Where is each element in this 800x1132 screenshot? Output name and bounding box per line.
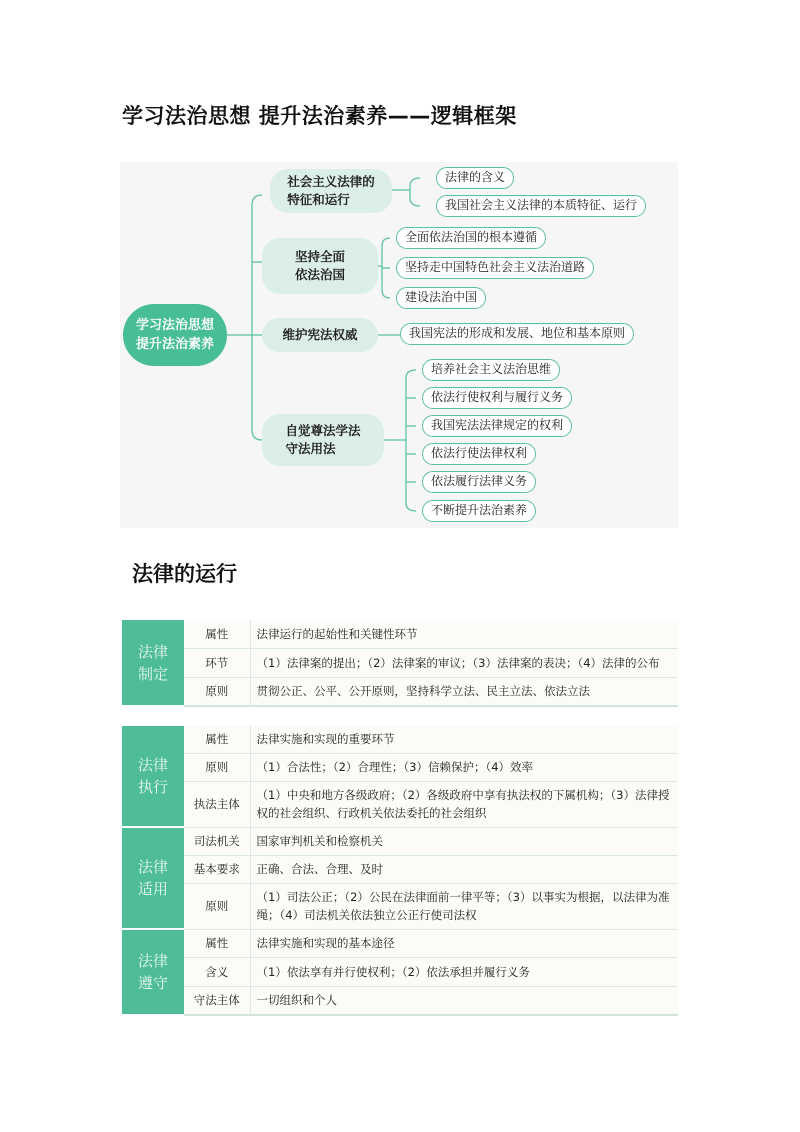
mind-map-root [123,304,227,366]
table-row [122,929,678,957]
attr-cell: 司法机关 [184,827,250,855]
mind-map-root-label: 学习法治思想 提升法治素养 [135,318,214,352]
table-row [122,620,678,648]
value-cell: 法律运行的起始性和关键性环节 [250,620,678,648]
attr-cell: 原则 [184,753,250,781]
value-cell: （1）司法公正；（2）公民在法律面前一律平等；（3）以事实为根据，以法律为准绳；（4）司法机关依法独立公正行使司法权 [250,883,678,929]
attr-cell: 属性 [184,929,250,957]
branch-node [270,169,392,213]
group-label: 法律执行 [137,756,168,796]
value-cell: 贯彻公正、公平、公开原则，坚持科学立法、民主立法、依法立法 [250,677,678,706]
value-cell: （1）依法享有并行使权利；（2）依法承担并履行义务 [250,957,678,986]
branch-label: 坚持全面 依法治国 [294,249,345,282]
table-row [122,726,678,753]
leaf-node: 依法履行法律义务 [422,471,536,493]
branch-label: 社会主义法律的 特征和运行 [287,174,375,207]
group-label: 法律制定 [137,642,168,683]
attr-cell: 原则 [184,677,250,706]
value-cell: 正确、合法、合理、及时 [250,855,678,883]
attr-cell: 基本要求 [184,855,250,883]
leaf-node: 依法行使法律权利 [422,443,536,465]
value-cell: 国家审判机关和检察机关 [250,827,678,855]
table-row [122,753,678,781]
value-cell: （1）合法性；（2）合理性；（3）信赖保护；（4）效率 [250,753,678,781]
branch-label: 自觉尊法学法 守法用法 [285,423,361,456]
leaf-node: 我国宪法的形成和发展、地位和基本原则 [400,323,634,345]
group-cell [122,929,184,1015]
table-row [122,957,678,986]
law-making-table [122,620,678,707]
leaf-node: 法律的含义 [436,167,514,189]
value-cell: （1）中央和地方各级政府；（2）各级政府中享有执法权的下属机构；（3）法律授权的社会组织、行政机关依法委托的社会组织 [250,781,678,827]
leaf-node: 依法行使权利与履行义务 [422,387,572,409]
table-row [122,827,678,855]
group-label: 法律遵守 [137,952,168,992]
attr-cell: 属性 [184,620,250,648]
attr-cell: 环节 [184,648,250,677]
branch-label: 维护宪法权威 [282,327,358,342]
table-row [122,648,678,677]
group-label: 法律适用 [137,858,168,898]
value-cell: 法律实施和实现的重要环节 [250,726,678,753]
leaf-node: 全面依法治国的根本遵循 [396,227,546,249]
leaf-node: 建设法治中国 [396,287,486,309]
value-cell: 法律实施和实现的基本途径 [250,929,678,957]
group-cell [122,726,184,827]
branch-node [262,238,378,294]
attr-cell: 属性 [184,726,250,753]
attr-cell: 含义 [184,957,250,986]
table-row [122,883,678,929]
leaf-node: 培养社会主义法治思维 [422,359,560,381]
attr-cell: 守法主体 [184,986,250,1015]
table-row [122,677,678,706]
section-title: 法律的运行 [132,562,237,586]
attr-cell: 执法主体 [184,781,250,827]
table-row [122,781,678,827]
group-cell [122,827,184,929]
table-row [122,986,678,1015]
branch-node [262,414,384,466]
value-cell: （1）法律案的提出；（2）法律案的审议；（3）法律案的表决；（4）法律的公布 [250,648,678,677]
group-cell [122,620,184,706]
table-row [122,855,678,883]
attr-cell: 原则 [184,883,250,929]
branch-node [262,318,378,352]
leaf-node: 我国宪法法律规定的权利 [422,415,572,437]
value-cell: 一切组织和个人 [250,986,678,1015]
law-implementation-table [122,726,678,1016]
leaf-node: 不断提升法治素养 [422,500,536,522]
page-title: 学习法治思想 提升法治素养——逻辑框架 [122,104,517,128]
leaf-node: 我国社会主义法律的本质特征、运行 [436,195,646,217]
leaf-node: 坚持走中国特色社会主义法治道路 [396,257,594,279]
